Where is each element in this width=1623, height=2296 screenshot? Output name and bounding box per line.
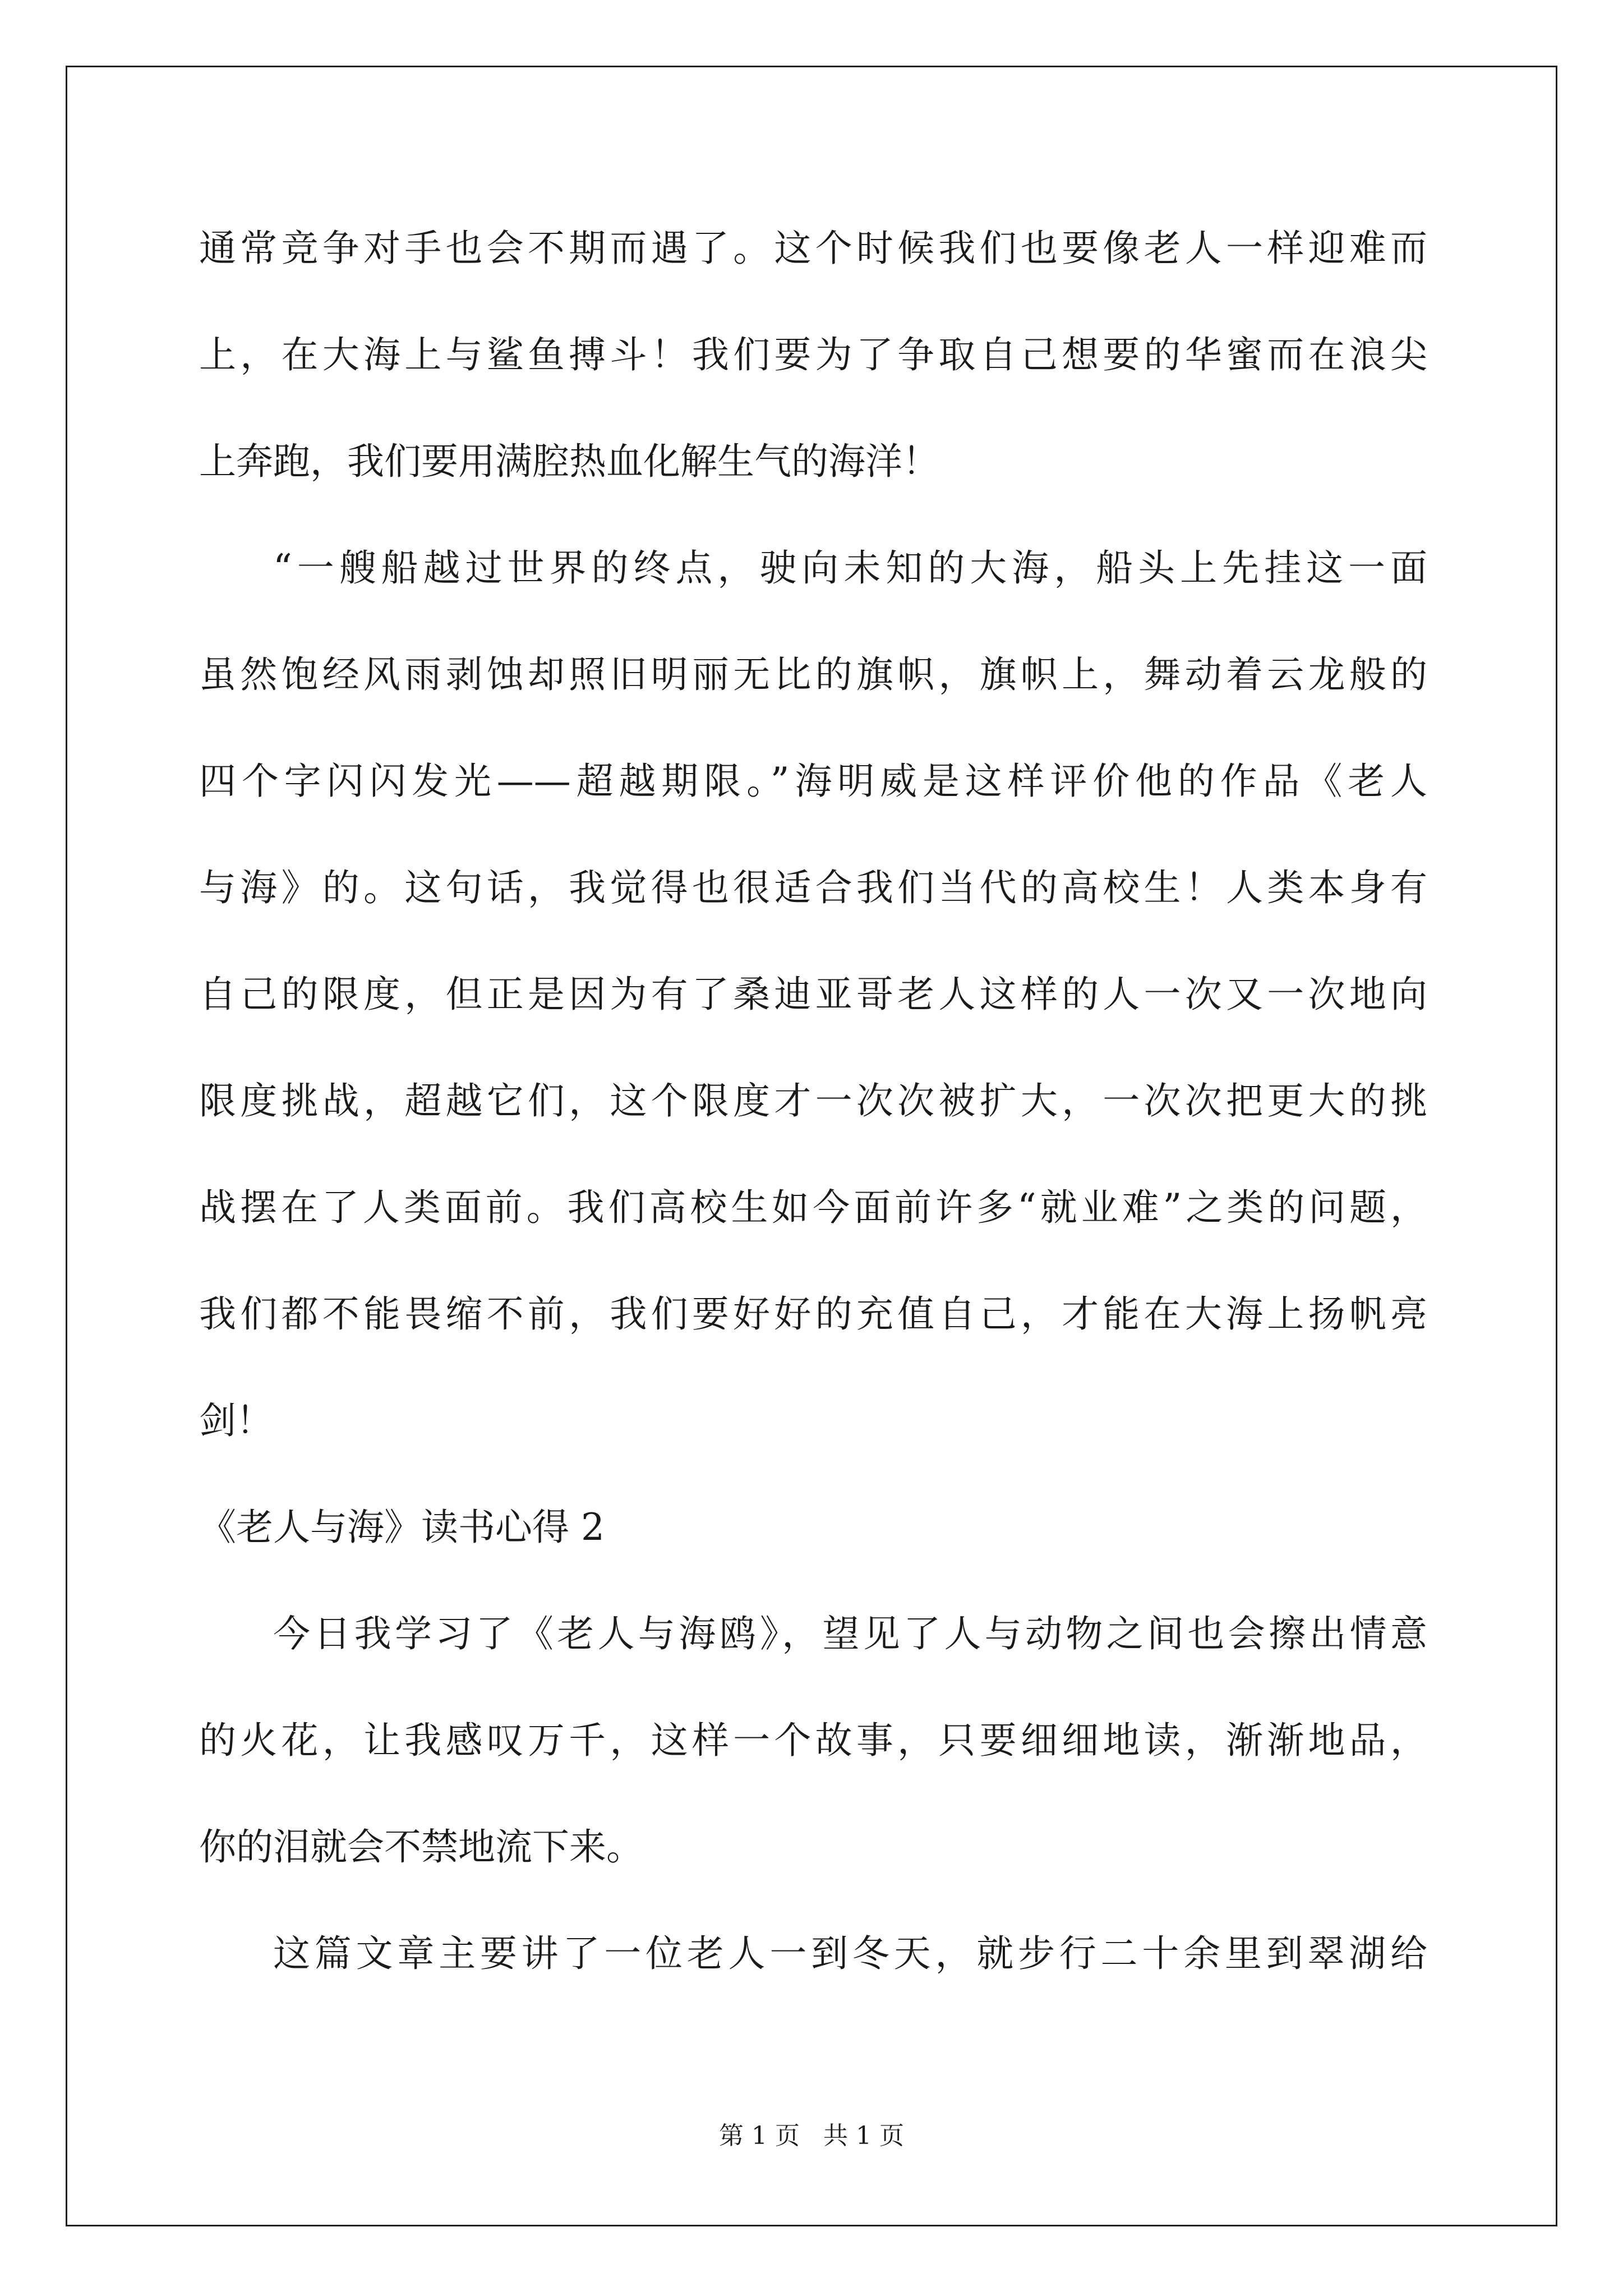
text-line: 通常竞争对手也会不期而遇了。这个时候我们也要像老人一样迎难而 bbox=[199, 227, 1427, 270]
text-line: 剑！ bbox=[199, 1399, 273, 1442]
page-footer: 第 1 页 共 1 页 bbox=[719, 2122, 904, 2150]
text-line: 战摆在了人类面前。我们高校生如今面前许多“就业难”之类的问题， bbox=[199, 1186, 1427, 1229]
text-line: 四个字闪闪发光——超越期限。”海明威是这样评价他的作品《老人 bbox=[199, 760, 1427, 803]
text-line: 上，在大海上与鲨鱼搏斗！我们要为了争取自己想要的华蜜而在浪尖 bbox=[199, 333, 1427, 376]
text-line: “一艘船越过世界的终点，驶向未知的大海，船头上先挂这一面 bbox=[273, 546, 1427, 590]
text-line: 的火花，让我感叹万千，这样一个故事，只要细细地读，渐渐地品， bbox=[199, 1719, 1427, 1762]
text-line: 上奔跑，我们要用满腔热血化解生气的海洋！ bbox=[199, 440, 939, 483]
text-line: 自己的限度，但正是因为有了桑迪亚哥老人这样的人一次又一次地向 bbox=[199, 973, 1427, 1016]
text-line: 这篇文章主要讲了一位老人一到冬天，就步行二十余里到翠湖给 bbox=[273, 1932, 1427, 1975]
text-line: 我们都不能畏缩不前，我们要好好的充值自己，才能在大海上扬帆亮 bbox=[199, 1292, 1427, 1336]
text-line: 你的泪就会不禁地流下来。 bbox=[199, 1825, 643, 1869]
document-body bbox=[199, 218, 1427, 2030]
text-line: 今日我学习了《老人与海鸥》，望见了人与动物之间也会擦出情意 bbox=[273, 1612, 1427, 1655]
section-heading: 《老人与海》读书心得 2 bbox=[199, 1506, 605, 1549]
text-line: 与海》的。这句话，我觉得也很适合我们当代的高校生！人类本身有 bbox=[199, 866, 1427, 909]
text-line: 虽然饱经风雨剥蚀却照旧明丽无比的旗帜，旗帜上，舞动着云龙般的 bbox=[199, 653, 1427, 696]
text-line: 限度挑战，超越它们，这个限度才一次次被扩大，一次次把更大的挑 bbox=[199, 1079, 1427, 1122]
